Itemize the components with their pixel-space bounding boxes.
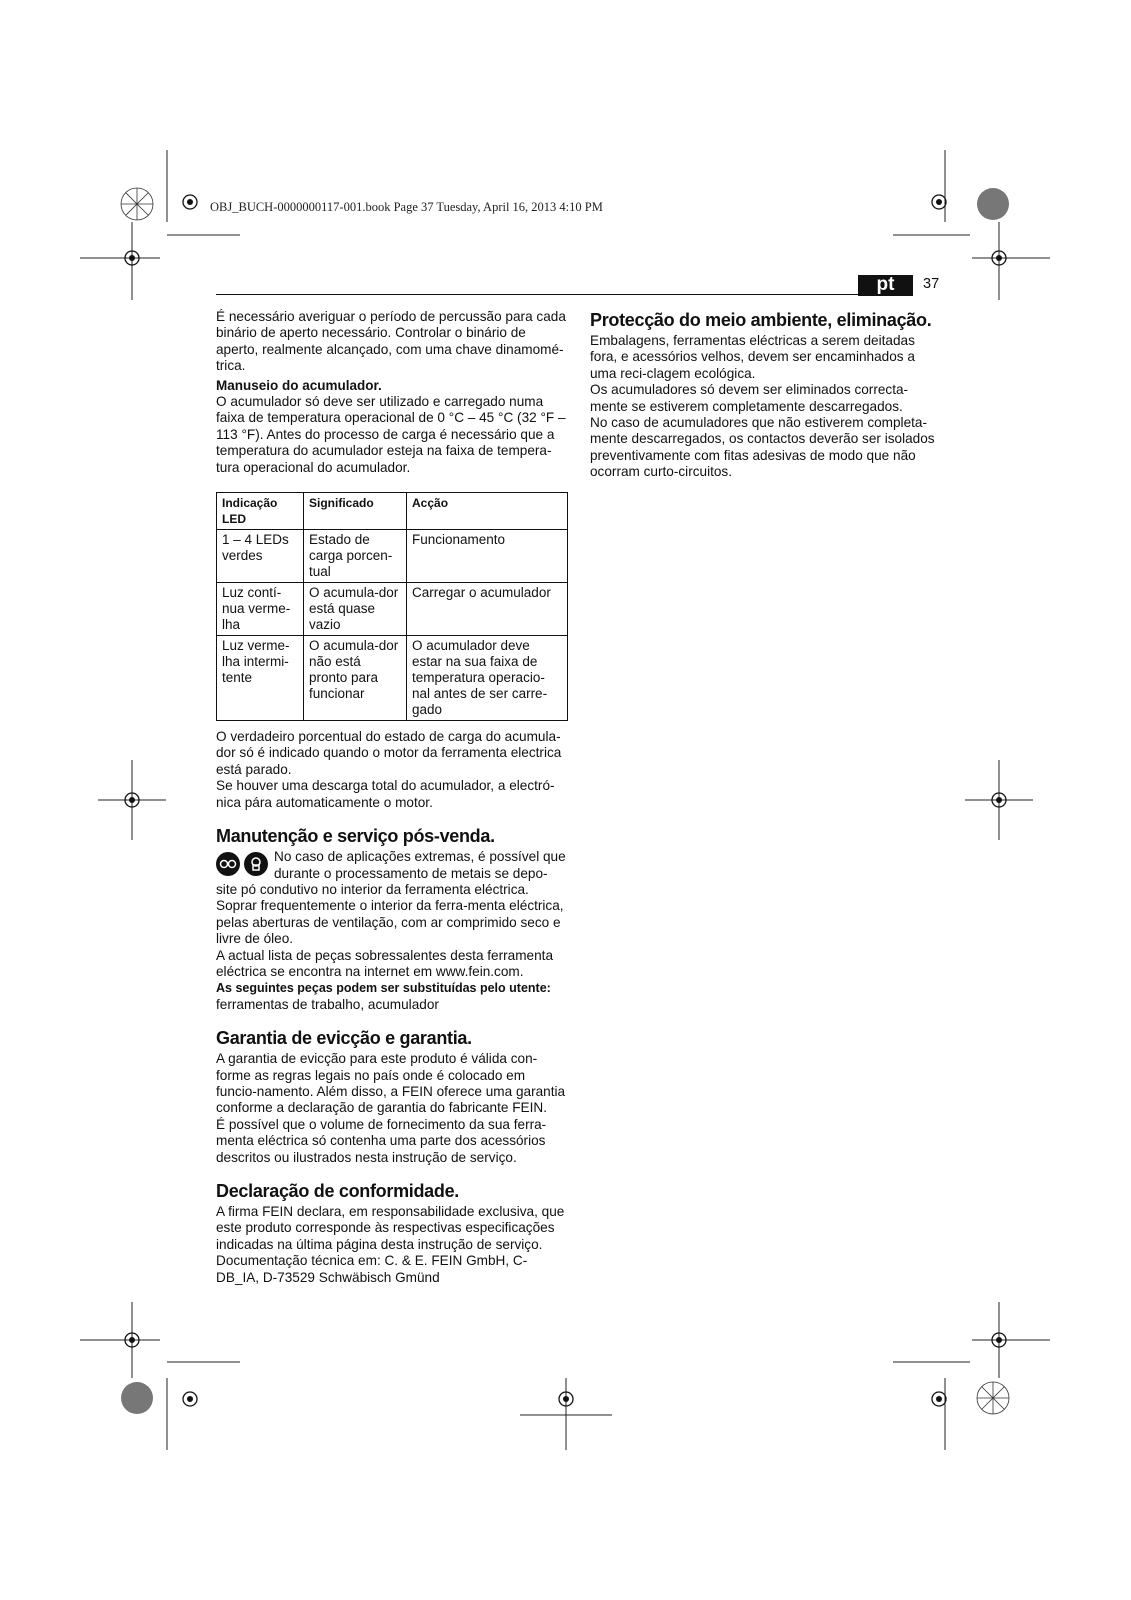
table-header: Indicação LED: [217, 493, 304, 530]
maintenance-paragraph: No caso de aplicações extremas, é possível que durante o processamento de metais se depo-site pó condutivo no interior da ferramenta eléctrica. Soprar frequentemente o interior da ferra-menta eléctrica, pelas aberturas de ventilação, com ar comprimido seco e livre de óleo.: [216, 849, 566, 947]
language-badge: pt: [858, 275, 913, 296]
header-rule: [216, 294, 913, 295]
table-cell: O acumulador deve estar na sua faixa de temperatura operacio-nal antes de ser carre-gado: [407, 636, 568, 721]
environment-paragraph: Embalagens, ferramentas eléctricas a serem deitadas fora, e acessórios velhos, devem ser encaminhados a uma reci-clagem ecológica.: [590, 333, 915, 381]
page-number: 37: [923, 276, 940, 292]
conformity-paragraph: A firma FEIN declara, em responsabilidade exclusiva, que este produto corresponde às respectivas especificações indicadas na última página desta instrução de serviço.: [216, 1204, 565, 1252]
environment-heading: Protecção do meio ambiente, eliminação.: [590, 310, 932, 330]
intro-paragraph: É necessário averiguar o período de percussão para cada binário de aperto necessário. Controlar o binário de aperto, realmente alcançado, com uma chave dinamomé-trica.: [216, 309, 566, 374]
right-column: [590, 309, 942, 481]
replaceable-parts-label: As seguintes peças podem ser substituídas pelo utente:: [216, 981, 551, 996]
battery-disposal-paragraph: Os acumuladores só devem ser eliminados correcta-mente se estiverem completamente descarregados.: [590, 382, 909, 414]
replaceable-parts-list: ferramentas de trabalho, acumulador: [216, 996, 439, 1012]
book-slug: OBJ_BUCH-0000000117-001.book Page 37 Tuesday, April 16, 2013 4:10 PM: [210, 200, 603, 214]
safety-icons: [216, 852, 268, 876]
left-column: [216, 309, 568, 1286]
led-table: [216, 492, 568, 721]
scope-of-delivery-paragraph: É possível que o volume de fornecimento da sua ferra-menta eléctrica só contenha uma parte dos acessórios descritos ou ilustrados nesta instrução de serviço.: [216, 1116, 547, 1165]
table-cell: O acumula-dor está quase vazio: [304, 583, 407, 636]
warranty-heading: Garantia de evicção e garantia.: [216, 1028, 472, 1049]
warranty-paragraph: A garantia de evicção para este produto é válida con-forme as regras legais no país onde é colocado em funcio-namento. Além disso, a FEIN oferece uma garantia conforme a declaração de garantia do fabricante FEIN.: [216, 1051, 566, 1116]
technical-documentation: Documentação técnica em: C. & E. FEIN GmbH, C-DB_IA, D-73529 Schwäbisch Gmünd: [216, 1253, 528, 1285]
dust-mask-icon: [244, 852, 268, 876]
insulate-contacts-paragraph: No caso de acumuladores que não estiverem completa-mente descarregados, os contactos deverão ser isolados preventivamente com fitas adesivas de modo que não ocorram curto-circuitos.: [590, 415, 935, 480]
table-cell: Funcionamento: [407, 530, 568, 583]
table-header-row: [217, 493, 568, 530]
table-cell: O acumula-dor não está pronto para funcionar: [304, 636, 407, 721]
table-row: [217, 530, 568, 583]
charge-state-paragraph: O verdadeiro porcentual do estado de carga do acumula-dor só é indicado quando o motor da ferramenta electrica está parado.: [216, 729, 562, 777]
battery-paragraph: O acumulador só deve ser utilizado e carregado numa faixa de temperatura operacional de 0 °C – 45 °C (32 °F – 113 °F). Antes do processo de carga é necessário que a temperatura do acumulador esteja na faixa de tempera-tura operacional do acumulador.: [216, 394, 566, 475]
battery-heading: Manuseio do acumulador.: [216, 377, 382, 393]
goggles-icon: [216, 852, 240, 876]
table-row: [217, 636, 568, 721]
table-cell: Luz verme-lha intermi-tente: [217, 636, 304, 721]
table-cell: 1 – 4 LEDs verdes: [217, 530, 304, 583]
table-cell: Luz contí-nua verme-lha: [217, 583, 304, 636]
maintenance-block: [216, 849, 568, 947]
table-header: Acção: [407, 493, 568, 530]
spare-parts-paragraph: A actual lista de peças sobressalentes desta ferramenta eléctrica se encontra na internet em www.fein.com.: [216, 947, 554, 979]
table-cell: Estado de carga porcen-tual: [304, 530, 407, 583]
table-header: Significado: [304, 493, 407, 530]
conformity-heading: Declaração de conformidade.: [216, 1181, 459, 1201]
maintenance-heading: Manutenção e serviço pós-venda.: [216, 826, 495, 847]
table-cell: Carregar o acumulador: [407, 583, 568, 636]
table-row: [217, 583, 568, 636]
deep-discharge-paragraph: Se houver uma descarga total do acumulador, a electró-nica pára automaticamente o motor.: [216, 778, 555, 810]
